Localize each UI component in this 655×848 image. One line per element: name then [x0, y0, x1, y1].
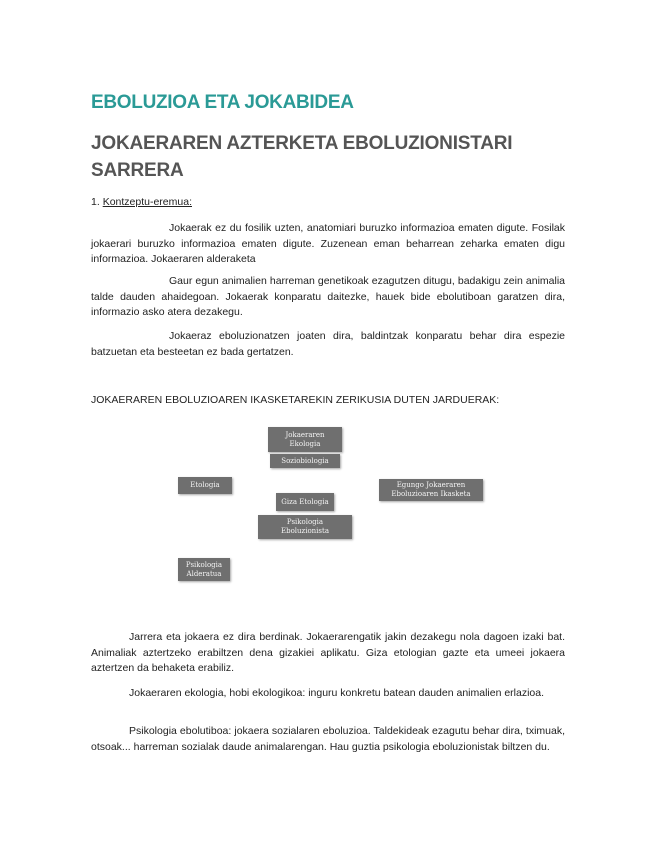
paragraph-3: [91, 329, 565, 360]
box-psikologia-alderatua: [178, 558, 230, 581]
paragraph-5: [91, 686, 565, 702]
section-heading: [91, 196, 192, 208]
activities-heading: JOKAERAREN EBOLUZIOAREN IKASKETAREKIN ZERIKUSIA DUTEN JARDUERAK:: [91, 394, 500, 406]
box-giza-etologia: [276, 493, 334, 511]
box-egungo-jokaeraren-line1: Egungo Jokaeraren: [396, 481, 466, 489]
section-label: Kontzeptu-eremua:: [102, 196, 192, 208]
paragraph-6: [91, 724, 565, 755]
box-jokaeraren-ekologia-line2: Ekologia: [289, 439, 321, 448]
paragraph-4: [91, 630, 565, 677]
box-psikologia-eboluzionista-line1: Psikologia: [286, 518, 324, 526]
box-jokaeraren-ekologia: [268, 427, 342, 452]
box-psikologia-eboluzionista-line2: Eboluzionista: [280, 527, 330, 535]
box-psikologia-alderatua-line2: Alderatua: [186, 569, 222, 578]
paragraph-2: [91, 274, 565, 321]
box-soziobiologia: [270, 454, 340, 468]
box-psikologia-eboluzionista: [258, 515, 352, 539]
box-jokaeraren-ekologia-line1: Jokaeraren: [285, 430, 325, 439]
paragraph-3-text: Jokaeraz eboluzionatzen joaten dira, baldintzak konparatu behar dira espezie batzuetan eta besteetan ez bada gertatzen.: [91, 330, 565, 358]
paragraph-5-text: Jokaeraren ekologia, hobi ekologikoa: inguru konkretu batean dauden animalien erlazioa.: [129, 687, 545, 699]
paragraph-1: [91, 221, 565, 268]
paragraph-1-text: Jokaerak ez du fosilik uzten, anatomiari buruzko informazioa ematen digute. Fosilak jokaerari buruzko informazioa ematen digute. Zuzenean eman beharrean zeharka ematen digu informazioa. Jokaeraren alderaketa: [91, 222, 565, 265]
paragraph-2-text: Gaur egun animalien harreman genetikoak ezagutzen ditugu, badakigu zein animalia talde dauden ahaidegoan. Jokaerak konparatu daitezke, hauek bide ebolutiboan garatzen dira, informazio asko atera dezakegu.: [91, 275, 565, 318]
document-subtitle: JOKAERAREN AZTERKETA EBOLUZIONISTARI SARRERA: [91, 133, 513, 181]
box-psikologia-alderatua-line1: Psikologia: [185, 560, 223, 569]
section-number: 1.: [91, 196, 100, 208]
box-egungo-jokaeraren: [379, 479, 483, 501]
paragraph-4-text: Jarrera eta jokaera ez dira berdinak. Jokaerarengatik jakin dezakegu nola dagoen izaki bat. Animaliak aztertzeko erabiltzen dena gizakiei aplikatu. Giza etologian gazte eta umeei jokaera aztertzen da behaketa erabiliz.: [91, 631, 565, 674]
box-egungo-jokaeraren-line2: Eboluzioaren Ikasketa: [391, 490, 471, 498]
box-soziobiologia-text: Soziobiologia: [281, 456, 329, 465]
box-etologia-text: Etologia: [190, 481, 220, 489]
paragraph-6-text: Psikologia ebolutiboa: jokaera sozialaren eboluzioa. Taldekideak ezagutu behar dira, tximuak, otsoak... harreman sozialak daude animalarengan. Hau guztia psikologia eboluzionistak biltzen du.: [91, 725, 565, 753]
box-giza-etologia-text: Giza Etologia: [281, 497, 329, 506]
document-title: EBOLUZIOA ETA JOKABIDEA: [91, 92, 354, 113]
box-etologia: [178, 477, 232, 494]
